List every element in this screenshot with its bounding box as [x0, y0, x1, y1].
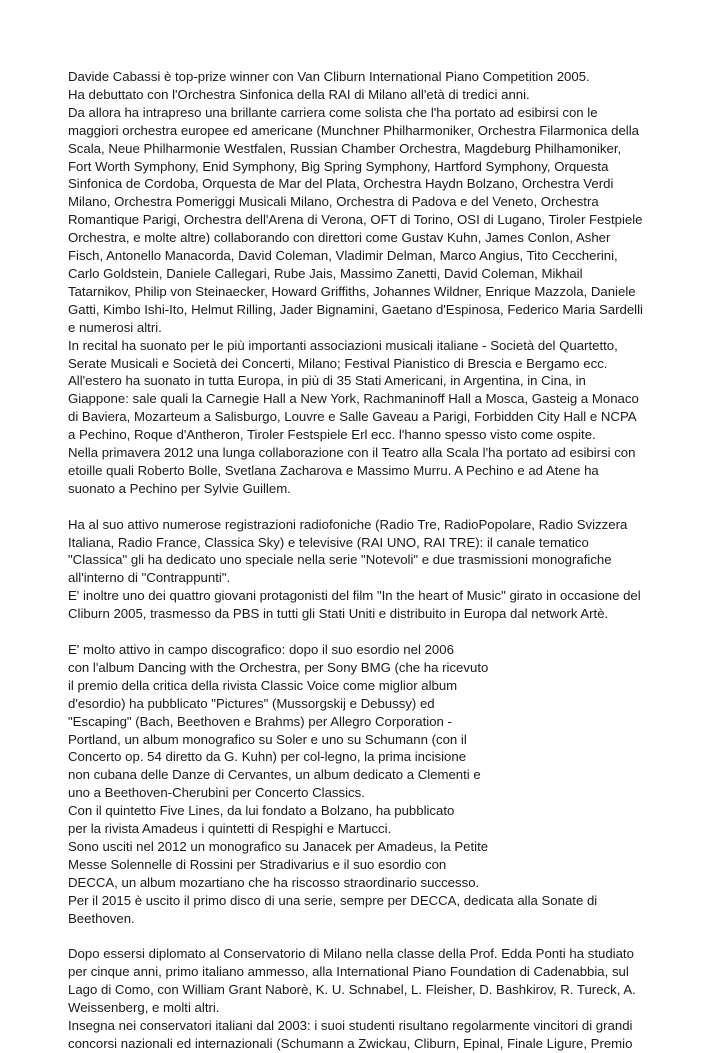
text-line: Portland, un album monografico su Soler e uno su Schumann (con il [68, 731, 467, 747]
text-line: "Classica" gli ha dedicato uno speciale nella serie "Notevoli" e due trasmissioni monografiche [68, 552, 612, 568]
text-line: d'esordio) ha pubblicato "Pictures" (Mussorgskij e Debussy) ed [68, 695, 435, 711]
text-line: Orchestra, e molte altre) collaborando con direttori come Gustav Kuhn, James Conlon, Asher [68, 230, 611, 246]
text-line: Nella primavera 2012 una lunga collaborazione con il Teatro alla Scala l'ha portato ad esibirsi con [68, 445, 636, 461]
document-body [68, 68, 668, 1053]
text-line: Lago di Como, con William Grant Naborè, K. U. Schnabel, L. Fleisher, D. Bashkirov, R. Tureck, A. [68, 982, 636, 998]
text-line: Da allora ha intrapreso una brillante carriera come solista che l'ha portato ad esibirsi con le [68, 104, 598, 120]
text-line: di Baviera, Mozarteum a Salisburgo, Louvre e Salle Gaveau a Parigi, Forbidden City Hall e NCPA [68, 409, 637, 425]
text-line: Gatti, Kimbo Ishi-Ito, Helmut Rilling, Jader Bignamini, Gaetano d'Espinosa, Federico Maria Sardelli [68, 301, 643, 317]
text-line: Per il 2015 è uscito il primo disco di una serie, sempre per DECCA, dedicata alla Sonate di [68, 892, 598, 908]
text-line: "Escaping" (Bach, Beethoven e Brahms) per Allegro Corporation - [68, 713, 452, 729]
text-line: Fort Worth Symphony, Enid Symphony, Big Spring Symphony, Hartford Symphony, Orquesta [68, 158, 609, 174]
text-line: Insegna nei conservatori italiani dal 2003: i suoi studenti risultano regolarmente vincitori di grandi [68, 1017, 633, 1033]
text-line: Con il quintetto Five Lines, da lui fondato a Bolzano, ha pubblicato [68, 803, 455, 819]
text-line: All'estero ha suonato in tutta Europa, in più di 35 Stati Americani, in Argentina, in Cina, in [68, 373, 586, 389]
text-line: etoille quali Roberto Bolle, Svetlana Zacharova e Massimo Murru. A Pechino e ad Atene ha [68, 462, 599, 478]
text-line: per cinque anni, primo italiano ammesso, alla International Piano Foundation di Cadenabbia, sul [68, 964, 629, 980]
text-line: E' inoltre uno dei quattro giovani protagonisti del film "In the heart of Music" girato in occasione del [68, 588, 641, 604]
text-line: DECCA, un album mozartiano che ha riscosso straordinario successo. [68, 874, 480, 890]
text-line: Weissenberg, e molti altri. [68, 1000, 220, 1016]
paragraph-spacer [68, 623, 668, 641]
text-line: maggiori orchestra europee ed americane (Munchner Philharmoniker, Orchestra Filarmonica della [68, 122, 639, 138]
text-line: non cubana delle Danze di Cervantes, un album dedicato a Clementi e [68, 767, 481, 783]
text-line: Ha al suo attivo numerose registrazioni radiofoniche (Radio Tre, RadioPopolare, Radio Svizzera [68, 516, 628, 532]
paragraph-spacer [68, 927, 668, 945]
text-line: uno a Beethoven-Cherubini per Concerto Classics. [68, 785, 365, 801]
text-line: Messe Solennelle di Rossini per Stradivarius e il suo esordio con [68, 856, 447, 872]
text-line: Beethoven. [68, 910, 135, 926]
text-line: e numerosi altri. [68, 319, 162, 335]
text-line: Concerto op. 54 diretto da G. Kuhn) per col-legno, la prima incisione [68, 749, 467, 765]
text-line: Sono usciti nel 2012 un monografico su Janacek per Amadeus, la Petite [68, 838, 489, 854]
text-line: con l'album Dancing with the Orchestra, per Sony BMG (che ha ricevuto [68, 659, 489, 675]
text-line: Dopo essersi diplomato al Conservatorio di Milano nella classe della Prof. Edda Ponti ha studiato [68, 946, 634, 962]
text-line: per la rivista Amadeus i quintetti di Respighi e Martucci. [68, 821, 392, 837]
text-line: Cliburn 2005, trasmesso da PBS in tutti gli Stati Uniti e distribuito in Europa dal network Artè. [68, 606, 609, 622]
text-line: Milano, Orchestra Pomeriggi Musicali Milano, Orchestra di Padova e del Veneto, Orchestra [68, 194, 599, 210]
text-line: Scala, Neue Philharmonie Westfalen, Russian Chamber Orchestra, Magdeburg Philhamoniker, [68, 140, 622, 156]
paragraph-spacer [68, 498, 668, 516]
text-line: E' molto attivo in campo discografico: dopo il suo esordio nel 2006 [68, 641, 454, 657]
text-line: In recital ha suonato per le più importanti associazioni musicali italiane - Società del Quartetto, [68, 337, 618, 353]
text-line: Giappone: sale quali la Carnegie Hall a New York, Rachmaninoff Hall a Mosca, Gasteig a Monaco [68, 391, 639, 407]
text-line: Davide Cabassi è top-prize winner con Van Cliburn International Piano Competition 2005. [68, 69, 590, 84]
text-line: Sinfonica de Cordoba, Orquesta de Mar del Plata, Orchestra Haydn Bolzano, Orchestra Verdi [68, 176, 614, 192]
text-line: Romantique Parigi, Orchestra dell'Arena di Verona, OFT di Torino, OSI di Lugano, Tiroler Festpiele [68, 212, 643, 228]
text-line: Italiana, Radio France, Classica Sky) e televisive (RAI UNO, RAI TRE): il canale tematico [68, 534, 589, 550]
text-line: Tatarnikov, Philip von Steinaecker, Howard Griffiths, Johannes Wildner, Enrique Mazzola, Daniele [68, 283, 636, 299]
text-line: all'interno di "Contrappunti". [68, 570, 231, 586]
text-line: Carlo Goldstein, Daniele Callegari, Rube Jais, Massimo Zanetti, David Coleman, Mikhail [68, 265, 583, 281]
text-line: a Pechino, Roque d'Antheron, Tiroler Festspiele Erl ecc. l'hanno spesso visto come ospite. [68, 427, 596, 443]
text-line: Ha debuttato con l'Orchestra Sinfonica della RAI di Milano all'età di tredici anni. [68, 86, 530, 102]
text-line: Fisch, Antonello Manacorda, David Coleman, Vladimir Delman, Marco Angius, Tito Ceccherini, [68, 248, 618, 264]
text-line: il premio della critica della rivista Classic Voice come miglior album [68, 677, 458, 693]
text-line: suonato a Pechino per Sylvie Guillem. [68, 480, 291, 496]
text-line: Serate Musicali e Società dei Concerti, Milano; Festival Pianistico di Brescia e Bergamo ecc. [68, 355, 608, 371]
text-line: concorsi nazionali ed internazionali (Schumann a Zwickau, Cliburn, Epinal, Finale Ligure, Premio [68, 1035, 633, 1051]
